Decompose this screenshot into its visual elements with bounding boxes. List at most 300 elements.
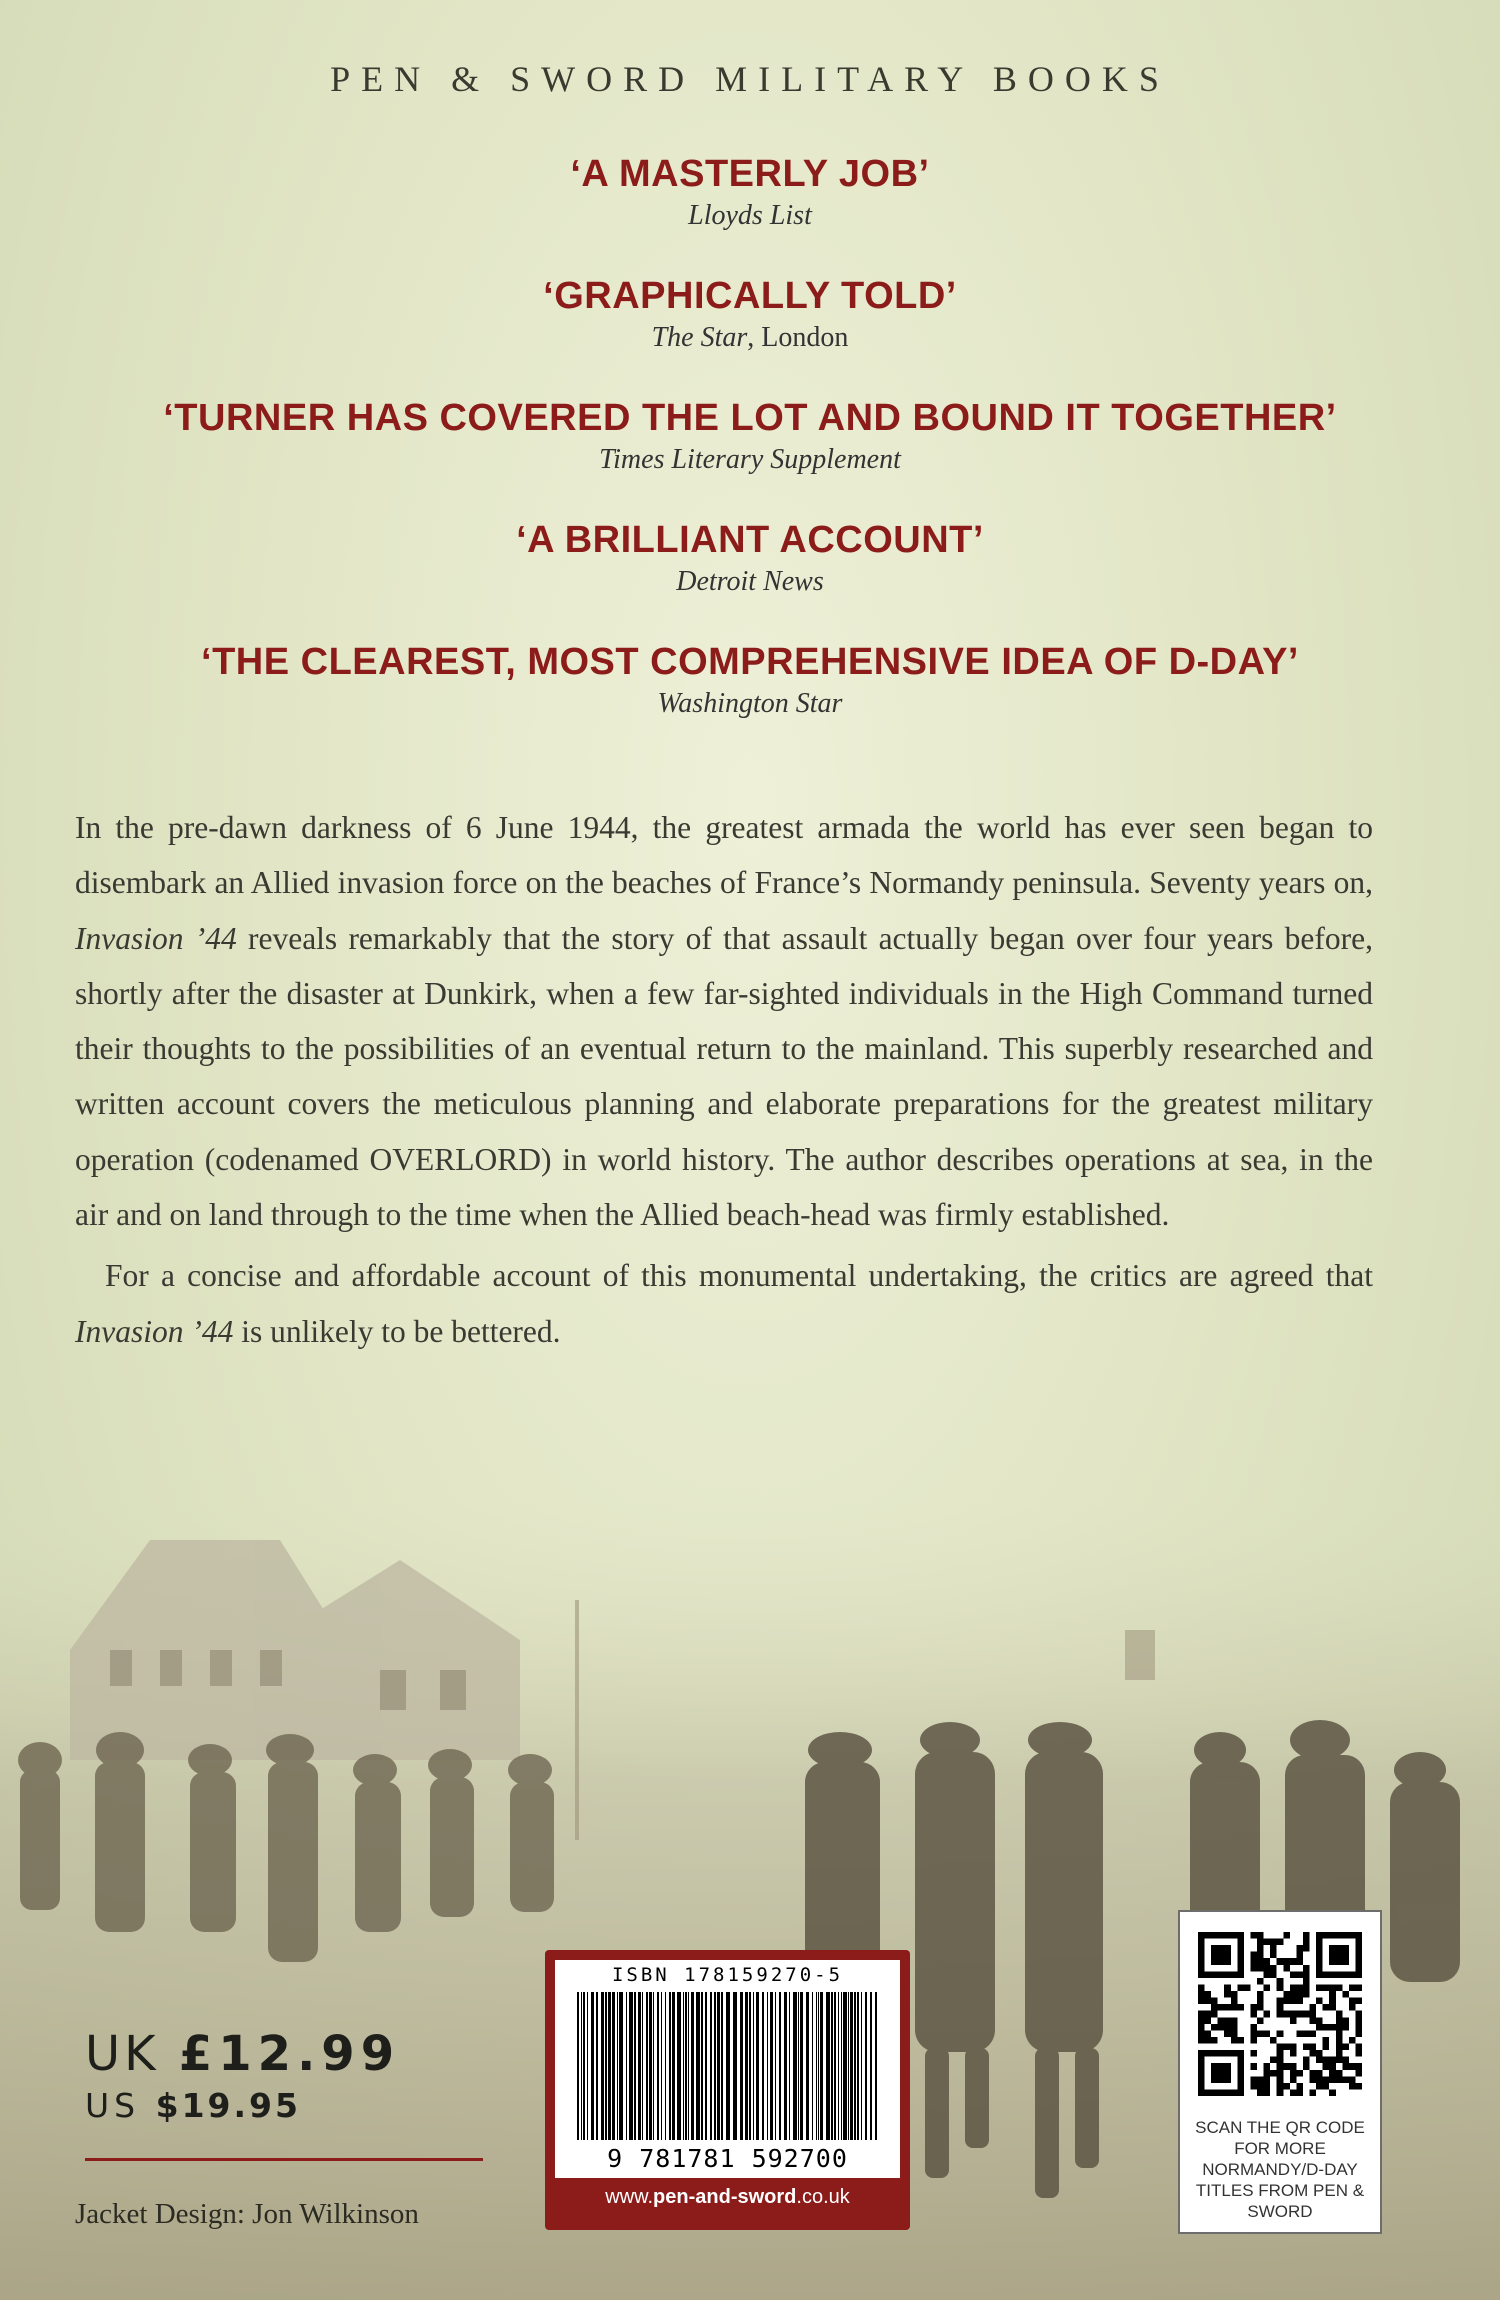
qr-module <box>1349 2004 1356 2011</box>
qr-module <box>1277 2004 1284 2011</box>
book-title-italic: Invasion ’44 <box>75 1313 234 1349</box>
publisher-url[interactable] <box>545 2186 910 2209</box>
review-source-name: Detroit News <box>676 566 824 597</box>
barcode-bar <box>587 1992 588 2140</box>
barcode-bar <box>605 1992 607 2140</box>
qr-module <box>1310 2089 1317 2096</box>
barcode-bar <box>826 1992 830 2140</box>
qr-module <box>1283 1998 1290 2005</box>
qr-module <box>1224 1991 1231 1998</box>
review-quote: ‘A MASTERLY JOB’ <box>570 153 930 195</box>
qr-module <box>1250 2030 1257 2037</box>
review-quote: ‘TURNER HAS COVERED THE LOT AND BOUND IT TOGETHER’ <box>163 397 1337 439</box>
qr-module <box>1303 2063 1310 2070</box>
qr-module <box>1250 1952 1257 1959</box>
qr-module <box>1310 2050 1317 2057</box>
description-text: In the pre-dawn darkness of 6 June 1944, the greatest armada the world has ever seen began to disembark an Allied invasion force on the beaches of France’s Normandy peninsula. Seventy years on, <box>75 810 1373 901</box>
qr-module <box>1355 2050 1362 2057</box>
barcode-bar <box>691 1992 694 2140</box>
description-text: reveals remarkably that the story of that assault actually began over four years before, shortly after the disaster at Dunkirk, when a few far-sighted individuals in the High Command turned their thoughts to the possibilities of an eventual return to the mainland. This superbly researched and written account covers the meticulous planning and elaborate preparations for the greatest military operation (codenamed OVERLORD) in world history. The author describes operations at sea, in the air and on land through to the time when the Allied beach-head was firmly established. <box>75 920 1373 1233</box>
qr-module <box>1198 2017 1205 2024</box>
qr-module <box>1211 2063 1231 2083</box>
qr-module <box>1270 1965 1277 1972</box>
barcode-bar <box>848 1992 849 2140</box>
qr-module <box>1211 2011 1218 2018</box>
qr-module <box>1355 2070 1362 2077</box>
qr-module <box>1329 1984 1336 1991</box>
qr-module <box>1264 2063 1271 2070</box>
qr-module <box>1198 2011 1205 2018</box>
qr-module <box>1211 2004 1218 2011</box>
qr-module <box>1296 1971 1303 1978</box>
description-text: For a concise and affordable account of this monumental undertaking, the critics are agreed that <box>105 1258 1373 1294</box>
barcode-bar <box>612 1992 615 2140</box>
qr-module <box>1316 2024 1323 2031</box>
qr-module <box>1329 1998 1336 2005</box>
qr-module <box>1250 2083 1257 2090</box>
qr-module <box>1264 2076 1271 2083</box>
url-domain: pen-and-sword <box>653 2186 797 2208</box>
review-source <box>0 564 1500 600</box>
qr-module <box>1355 2030 1362 2037</box>
barcode-bar <box>626 1992 627 2140</box>
barcode-bar <box>591 1992 594 2140</box>
qr-module <box>1231 1998 1238 2005</box>
qr-module <box>1323 2037 1330 2044</box>
qr-module <box>1303 1965 1310 1972</box>
qr-module <box>1250 2063 1257 2070</box>
qr-module <box>1323 2024 1330 2031</box>
qr-module <box>1290 2070 1297 2077</box>
barcode-bars <box>577 1992 877 2140</box>
qr-module <box>1264 2083 1271 2090</box>
qr-module <box>1257 1958 1264 1965</box>
qr-module <box>1296 2083 1303 2090</box>
qr-code-icon <box>1198 1932 1362 2096</box>
qr-module <box>1349 1984 1356 1991</box>
qr-module <box>1250 2076 1257 2083</box>
qr-module <box>1237 2004 1244 2011</box>
qr-module <box>1329 2063 1336 2070</box>
barcode-bar <box>767 1992 768 2140</box>
qr-module <box>1316 1998 1323 2005</box>
qr-module <box>1296 2011 1303 2018</box>
qr-module <box>1270 1945 1277 1952</box>
barcode-bar <box>733 1992 737 2140</box>
barcode-bar <box>841 1992 842 2140</box>
review-source-name: Times Literary Supplement <box>599 444 901 475</box>
qr-module <box>1342 2024 1349 2031</box>
qr-module <box>1310 2017 1317 2024</box>
qr-module <box>1224 2024 1231 2031</box>
qr-module <box>1303 1984 1310 1991</box>
review-quote: ‘GRAPHICALLY TOLD’ <box>543 275 957 317</box>
qr-module <box>1198 1998 1205 2005</box>
barcode-bar <box>838 1992 839 2140</box>
qr-module <box>1205 1991 1212 1998</box>
qr-module <box>1329 2089 1336 2096</box>
qr-module <box>1250 2050 1257 2057</box>
qr-module <box>1277 1998 1284 2005</box>
qr-module <box>1329 1991 1336 1998</box>
qr-module <box>1211 1998 1218 2005</box>
qr-module <box>1277 2083 1284 2090</box>
qr-module <box>1198 2024 1205 2031</box>
qr-module <box>1303 1978 1310 1985</box>
qr-module <box>1198 1991 1205 1998</box>
qr-module <box>1277 2030 1284 2037</box>
qr-module <box>1296 2070 1303 2077</box>
qr-module <box>1355 2017 1362 2024</box>
barcode-bar <box>793 1992 797 2140</box>
qr-module <box>1264 2030 1271 2037</box>
price-uk-label: UK <box>85 2026 160 2082</box>
barcode-bar <box>653 1992 654 2140</box>
qr-module <box>1349 1998 1356 2005</box>
qr-module <box>1231 2037 1238 2044</box>
qr-module <box>1231 2017 1238 2024</box>
qr-module <box>1205 1998 1212 2005</box>
qr-module <box>1283 1932 1290 1939</box>
barcode-bar <box>756 1992 759 2140</box>
barcode-bar <box>696 1992 700 2140</box>
description-paragraph <box>75 800 1373 1242</box>
barcode-bar <box>800 1992 803 2140</box>
qr-module <box>1211 2037 1218 2044</box>
qr-module <box>1231 1991 1238 1998</box>
barcode-bar <box>657 1992 659 2140</box>
isbn-number: 9 781781 592700 <box>607 2144 848 2173</box>
qr-module <box>1257 2004 1264 2011</box>
qr-module <box>1283 1958 1290 1965</box>
qr-module <box>1198 2030 1205 2037</box>
qr-module <box>1224 2030 1231 2037</box>
price-us <box>85 2083 400 2129</box>
barcode-bar <box>701 1992 703 2140</box>
barcode-bar <box>740 1992 743 2140</box>
qr-module <box>1257 2089 1264 2096</box>
qr-module <box>1310 2076 1317 2083</box>
qr-module <box>1316 2057 1323 2064</box>
barcode-bar <box>816 1992 817 2140</box>
barcode-bar <box>638 1992 641 2140</box>
qr-module <box>1349 2037 1356 2044</box>
barcode-bar <box>779 1992 781 2140</box>
qr-module <box>1257 1998 1264 2005</box>
qr-module <box>1336 2050 1343 2057</box>
qr-module <box>1329 2004 1336 2011</box>
qr-module <box>1316 2076 1323 2083</box>
price-uk <box>85 2025 400 2083</box>
qr-module <box>1198 1984 1205 1991</box>
qr-module <box>1355 2011 1362 2018</box>
qr-module <box>1277 2011 1284 2018</box>
barcode-bar <box>770 1992 773 2140</box>
barcode-bar <box>857 1992 859 2140</box>
barcode-bar <box>646 1992 648 2140</box>
qr-module <box>1290 1991 1297 1998</box>
barcode-bar <box>721 1992 723 2140</box>
barcode-bar <box>717 1992 720 2140</box>
barcode-bar <box>677 1992 681 2140</box>
book-title-italic: Invasion ’44 <box>75 920 237 956</box>
qr-module <box>1349 2076 1356 2083</box>
barcode-bar <box>843 1992 847 2140</box>
description-text: is unlikely to be bettered. <box>233 1313 561 1349</box>
qr-module <box>1250 1958 1257 1965</box>
qr-module <box>1257 2017 1264 2024</box>
qr-module <box>1270 1952 1277 1959</box>
qr-module <box>1303 1932 1310 1939</box>
qr-module <box>1349 2083 1356 2090</box>
qr-module <box>1290 1971 1297 1978</box>
qr-module <box>1250 2011 1257 2018</box>
qr-module <box>1198 2037 1205 2044</box>
qr-module <box>1303 1971 1310 1978</box>
barcode-bar <box>806 1992 809 2140</box>
barcode-bar <box>634 1992 636 2140</box>
qr-module <box>1277 2063 1284 2070</box>
qr-module <box>1323 1984 1330 1991</box>
qr-caption: SCAN THE QR CODE FOR MORE NORMANDY/D-DAY TITLES FROM PEN & SWORD <box>1195 2118 1365 2221</box>
price-us-label: US <box>85 2086 141 2125</box>
qr-module <box>1336 2030 1343 2037</box>
price-us-value: $19.95 <box>155 2086 301 2125</box>
review-quotes <box>0 150 1500 760</box>
qr-module <box>1264 1984 1271 1991</box>
barcode-bar <box>608 1992 611 2140</box>
qr-module <box>1290 2076 1297 2083</box>
qr-module <box>1342 2063 1349 2070</box>
qr-module <box>1336 2017 1343 2024</box>
qr-module <box>1342 2076 1349 2083</box>
qr-module <box>1310 2044 1317 2051</box>
qr-module <box>1290 2063 1297 2070</box>
qr-module <box>1310 2011 1317 2018</box>
qr-module <box>1231 2024 1238 2031</box>
qr-module <box>1270 1939 1277 1946</box>
qr-module <box>1349 2063 1356 2070</box>
qr-module <box>1257 2030 1264 2037</box>
qr-module <box>1310 2004 1317 2011</box>
qr-module <box>1296 2089 1303 2096</box>
review-source <box>0 442 1500 478</box>
qr-module <box>1342 2017 1349 2024</box>
qr-module <box>1336 2011 1343 2018</box>
barcode-bar <box>629 1992 633 2140</box>
qr-module <box>1211 2024 1218 2031</box>
qr-module <box>1316 2050 1323 2057</box>
barcode-bar <box>683 1992 684 2140</box>
qr-module <box>1290 1998 1297 2005</box>
barcode-bar <box>745 1992 748 2140</box>
qr-module <box>1270 2057 1277 2064</box>
qr-module <box>1250 2024 1257 2031</box>
qr-module <box>1336 2070 1343 2077</box>
barcode-bar <box>834 1992 836 2140</box>
qr-module <box>1264 1958 1271 1965</box>
barcode-bar <box>831 1992 833 2140</box>
barcode-bar <box>619 1992 623 2140</box>
qr-module <box>1303 1991 1310 1998</box>
barcode-bar <box>762 1992 764 2140</box>
qr-module <box>1257 1945 1264 1952</box>
qr-module <box>1303 2030 1310 2037</box>
qr-module <box>1323 2004 1330 2011</box>
price-uk-value: £12.99 <box>178 2026 401 2082</box>
barcode-bar <box>798 1992 799 2140</box>
barcode-bar <box>861 1992 862 2140</box>
barcode-bar <box>789 1992 790 2140</box>
barcode-bar <box>850 1992 853 2140</box>
book-description <box>75 800 1373 1359</box>
url-prefix: www. <box>605 2186 654 2208</box>
qr-module <box>1290 2011 1297 2018</box>
qr-module <box>1264 2070 1271 2077</box>
qr-module <box>1237 2037 1244 2044</box>
qr-module <box>1336 2037 1343 2044</box>
barcode-bar <box>665 1992 666 2140</box>
qr-module <box>1336 2024 1343 2031</box>
review-source-name: Lloyds List <box>688 200 812 231</box>
qr-module <box>1355 1998 1362 2005</box>
qr-module <box>1205 2011 1212 2018</box>
qr-module <box>1277 2044 1284 2051</box>
qr-module <box>1303 2057 1310 2064</box>
qr-module <box>1336 1984 1343 1991</box>
barcode-bar <box>669 1992 671 2140</box>
qr-module <box>1257 1939 1264 1946</box>
qr-module <box>1296 1998 1303 2005</box>
barcode-bar <box>705 1992 707 2140</box>
qr-module <box>1218 2024 1225 2031</box>
qr-module <box>1277 2050 1284 2057</box>
qr-module <box>1342 1991 1349 1998</box>
qr-module <box>1257 1932 1264 1939</box>
qr-module <box>1303 2044 1310 2051</box>
qr-module <box>1270 2037 1277 2044</box>
qr-module <box>1244 1984 1251 1991</box>
qr-module <box>1250 2037 1257 2044</box>
barcode-bar <box>596 1992 598 2140</box>
price-divider <box>85 2158 483 2161</box>
qr-module <box>1264 1939 1271 1946</box>
qr-module <box>1205 2037 1212 2044</box>
barcode-label <box>555 1960 900 2178</box>
qr-module <box>1303 1945 1310 1952</box>
jacket-design-credit: Jacket Design: Jon Wilkinson <box>75 2198 419 2230</box>
barcode-bar <box>749 1992 751 2140</box>
qr-module <box>1310 2030 1317 2037</box>
barcode-bar <box>820 1992 823 2140</box>
barcode-bar <box>753 1992 754 2140</box>
qr-module <box>1296 1945 1303 1952</box>
qr-module <box>1355 2024 1362 2031</box>
barcode-bar <box>812 1992 813 2140</box>
qr-module <box>1277 2089 1284 2096</box>
qr-module <box>1283 2083 1290 2090</box>
qr-module <box>1264 2011 1271 2018</box>
qr-module <box>1323 2083 1330 2090</box>
barcode-bar <box>581 1992 582 2140</box>
qr-module <box>1316 2070 1323 2077</box>
qr-module <box>1336 2044 1343 2051</box>
barcode-panel <box>545 1950 910 2230</box>
qr-module <box>1336 2076 1343 2083</box>
qr-module <box>1336 2057 1343 2064</box>
qr-module <box>1329 2024 1336 2031</box>
qr-module <box>1270 2070 1277 2077</box>
review-source-name: Washington Star <box>657 688 843 719</box>
qr-module <box>1277 1958 1284 1965</box>
qr-module <box>1224 2004 1231 2011</box>
qr-module <box>1231 2030 1238 2037</box>
barcode-bar <box>649 1992 652 2140</box>
barcode-bar <box>617 1992 618 2140</box>
qr-panel <box>1178 1910 1382 2234</box>
review-source <box>0 198 1500 234</box>
qr-module <box>1277 1984 1284 1991</box>
barcode-bar <box>685 1992 687 2140</box>
url-suffix: .co.uk <box>796 2186 850 2208</box>
barcode-bar <box>870 1992 872 2140</box>
qr-module <box>1237 1984 1244 1991</box>
qr-module <box>1296 1952 1303 1959</box>
barcode-bar <box>875 1992 877 2140</box>
barcode-bar <box>714 1992 716 2140</box>
barcode-bar <box>688 1992 689 2140</box>
qr-module <box>1329 2057 1336 2064</box>
qr-module <box>1323 2057 1330 2064</box>
review-source <box>0 686 1500 722</box>
qr-module <box>1290 2044 1297 2051</box>
qr-module <box>1355 2083 1362 2090</box>
qr-module <box>1224 2017 1231 2024</box>
barcode-bar <box>854 1992 856 2140</box>
qr-module <box>1264 1971 1271 1978</box>
qr-module <box>1329 2076 1336 2083</box>
qr-module <box>1283 2044 1290 2051</box>
qr-module <box>1283 1991 1290 1998</box>
qr-module <box>1257 1991 1264 1998</box>
description-paragraph <box>75 1248 1373 1359</box>
qr-module <box>1342 2057 1349 2064</box>
qr-module <box>1290 1958 1297 1965</box>
qr-module <box>1303 2011 1310 2018</box>
qr-module <box>1231 2004 1238 2011</box>
barcode-bar <box>726 1992 730 2140</box>
qr-module <box>1211 1945 1231 1965</box>
qr-module <box>1342 2044 1349 2051</box>
barcode-bar <box>865 1992 867 2140</box>
qr-module <box>1303 1939 1310 1946</box>
qr-module <box>1296 1984 1303 1991</box>
qr-module <box>1296 2030 1303 2037</box>
barcode-bar <box>601 1992 604 2140</box>
qr-module <box>1290 1984 1297 1991</box>
qr-module <box>1218 2017 1225 2024</box>
qr-module <box>1290 2017 1297 2024</box>
qr-module <box>1264 1965 1271 1972</box>
qr-module <box>1323 2063 1330 2070</box>
barcode-bar <box>818 1992 819 2140</box>
qr-module <box>1250 2004 1257 2011</box>
qr-module <box>1283 2063 1290 2070</box>
qr-module <box>1277 2057 1284 2064</box>
qr-module <box>1316 1984 1323 1991</box>
barcode-bar <box>583 1992 585 2140</box>
review-quote: ‘THE CLEAREST, MOST COMPREHENSIVE IDEA OF D-DAY’ <box>201 641 1299 683</box>
